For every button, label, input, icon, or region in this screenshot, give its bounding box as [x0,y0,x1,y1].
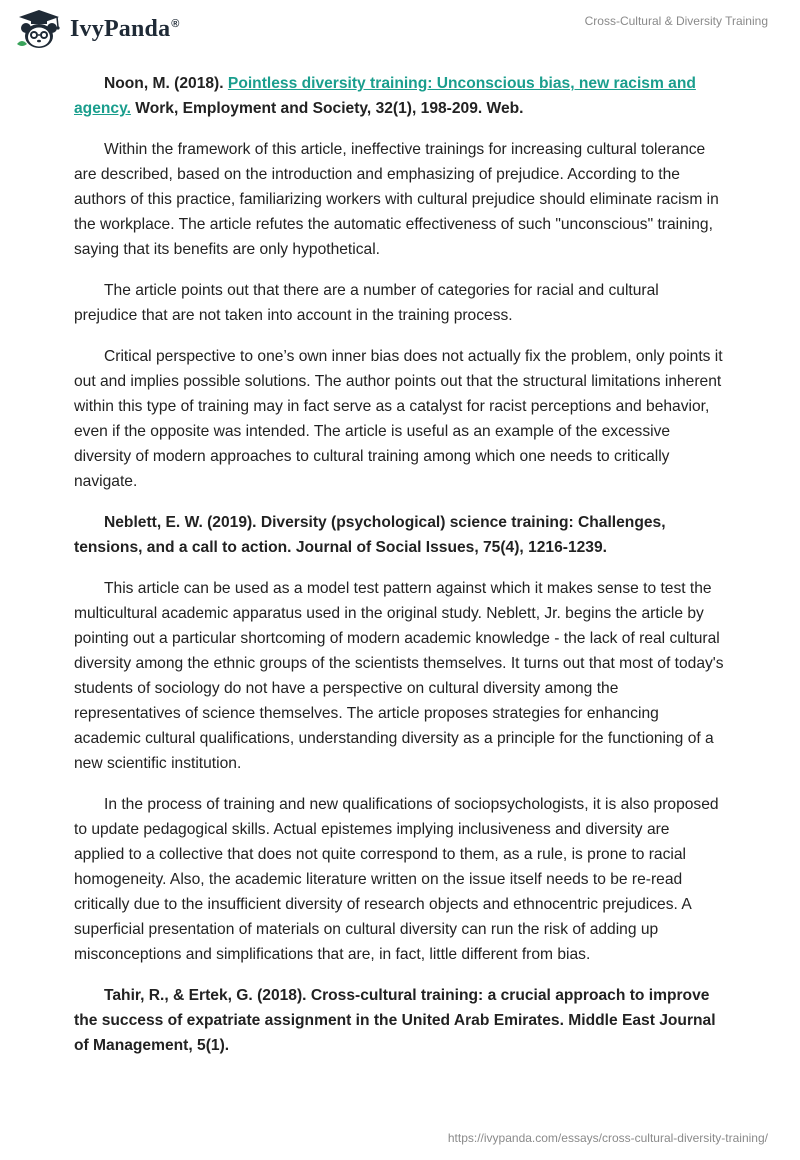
reference-authors: Noon, M. (2018). [104,75,224,92]
paragraph: Within the framework of this article, ineffective trainings for increasing cultural tolerance are described, based on the introduction and emphasizing of prejudice. According to the authors of this practice, familiarizing workers with cultural prejudice should eliminate racism in the workplace. The article refutes the automatic effectiveness of such "unconscious" training, saying that its benefits are only hypothetical. [74,141,719,258]
reference-title-link[interactable]: Pointless diversity training: Unconscious bias, new racism and agency. [74,75,696,117]
reference-noon [74,71,724,121]
page-header [0,0,800,60]
logo-wordmark: IvyPanda® [70,15,180,42]
reference-tahir: Tahir, R., & Ertek, G. (2018). Cross-cultural training: a crucial approach to improve the success of expatriate assignment in the United Arab Emirates. Middle East Journal of Management, 5(1). [74,987,716,1054]
paragraph: The article points out that there are a number of categories for racial and cultural prejudice that are not taken into account in the training process. [74,282,659,324]
paragraph: In the process of training and new qualifications of sociopsychologists, it is also proposed to update pedagogical skills. Actual epistemes implying inclusiveness and diversity are applied to a collective that does not quite correspond to them, as a rule, is prone to racial homogeneity. Also, the academic literature written on the issue itself needs to be re-read critically due to the insufficient diversity of research objects and ethnocentric prejudices. A superficial presentation of materials on cultural diversity can run the risk of adding up misconceptions and simplifications that are, in fact, little different from bias. [74,796,719,963]
ivypanda-logo[interactable] [14,8,180,50]
reference-neblett: Neblett, E. W. (2019). Diversity (psychological) science training: Challenges, tensions, and a call to action. Journal of Social Issues, 75(4), 1216-1239. [74,514,666,556]
essay-body [74,71,724,1074]
paragraph: This article can be used as a model test pattern against which it makes sense to test the multicultural academic apparatus used in the original study. Neblett, Jr. begins the article by pointing out a particular shortcoming of modern academic knowledge - the lack of real cultural diversity among the ethnic groups of the scientists themselves. It turns out that most of today's students of sociology do not have a perspective on cultural diversity among the representatives of science themselves. The article proposes strategies for enhancing academic cultural qualifications, understanding diversity as a principle for the functioning of a new scientific institution. [74,580,724,772]
paragraph: Critical perspective to one’s own inner bias does not actually fix the problem, only points it out and implies possible solutions. The author points out that the structural limitations inherent within this type of training may in fact serve as a catalyst for racist perceptions and behavior, even if the opposite was intended. The article is useful as an example of the excessive diversity of modern approaches to cultural training among which one needs to critically navigate. [74,348,723,490]
panda-mascot-icon [14,8,64,50]
reference-source: Work, Employment and Society, 32(1), 198-209. Web. [135,100,524,117]
source-url[interactable]: https://ivypanda.com/essays/cross-cultural-diversity-training/ [447,1131,768,1145]
document-title: Cross-Cultural & Diversity Training [584,14,768,28]
